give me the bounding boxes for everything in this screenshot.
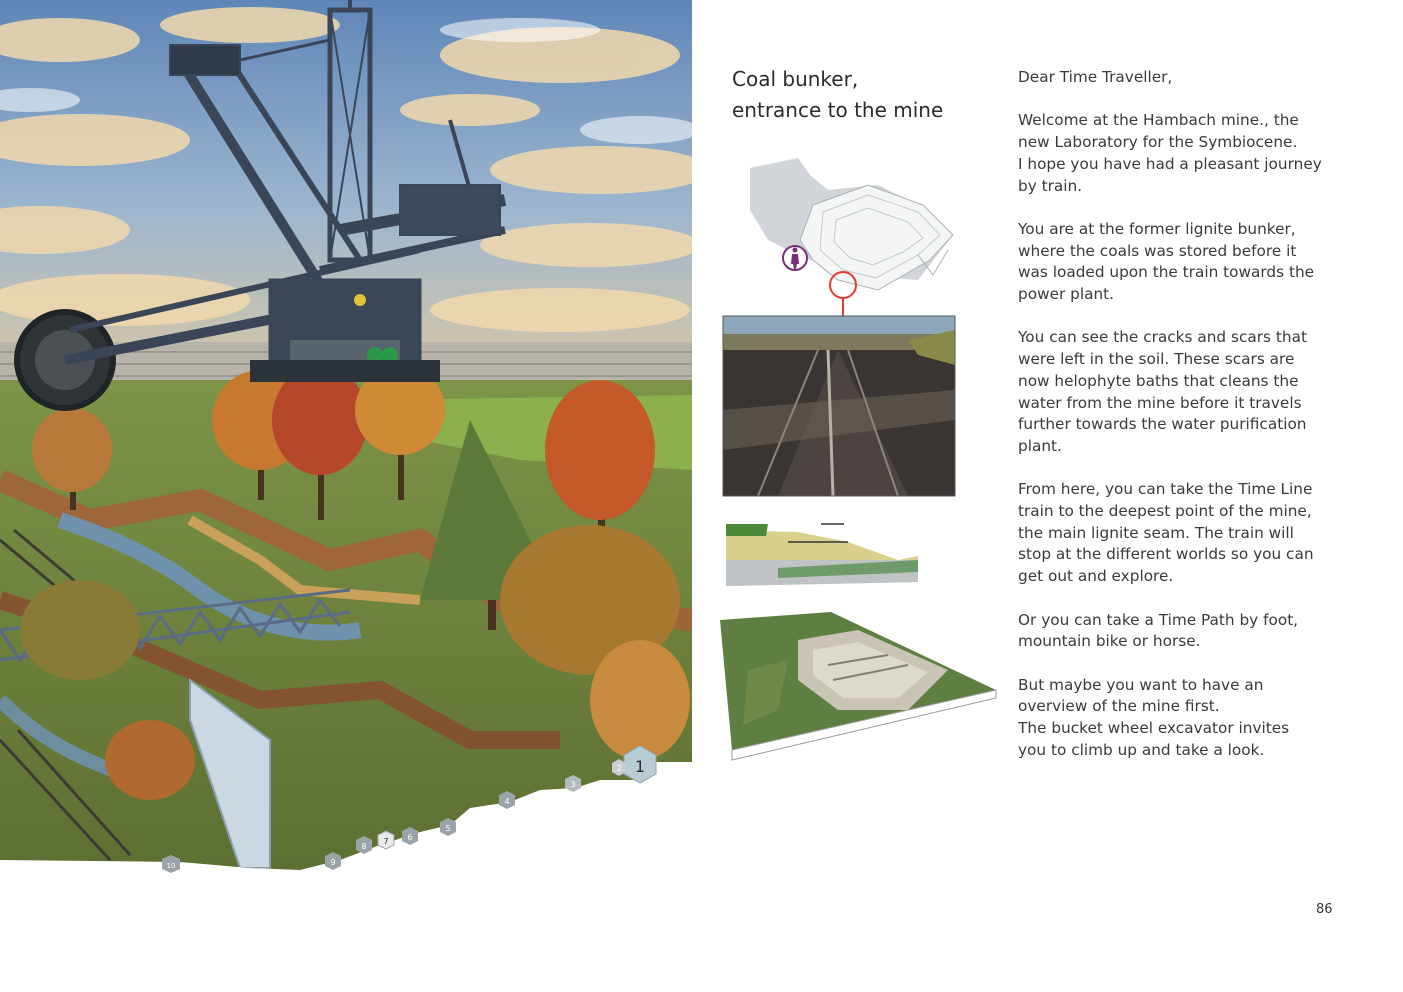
site-plan bbox=[750, 158, 953, 290]
line: you to climb up and take a look. bbox=[1018, 740, 1265, 759]
page-title-line-2: entrance to the mine bbox=[732, 98, 944, 122]
line: where the coals was stored before it bbox=[1018, 241, 1297, 260]
paragraph-welcome bbox=[1018, 110, 1322, 197]
line: get out and explore. bbox=[1018, 567, 1174, 586]
location-maps bbox=[718, 150, 1008, 770]
line: now helophyte baths that cleans the bbox=[1018, 371, 1299, 390]
line: Dear Time Traveller, bbox=[1018, 68, 1173, 86]
terrain-model bbox=[720, 612, 996, 760]
line: I hope you have had a pleasant journey bbox=[1018, 154, 1322, 173]
paragraph-bunker bbox=[1018, 219, 1318, 306]
paragraph-greeting bbox=[1018, 67, 1318, 89]
line: You can see the cracks and scars that bbox=[1018, 328, 1307, 347]
page-title-line-1: Coal bunker, bbox=[732, 67, 859, 91]
line: The bucket wheel excavator invites bbox=[1018, 719, 1290, 737]
svg-text:1: 1 bbox=[634, 757, 646, 776]
svg-text:3: 3 bbox=[570, 780, 576, 789]
line: by train. bbox=[1018, 176, 1083, 195]
line: water from the mine before it travels bbox=[1018, 393, 1302, 412]
line: new Laboratory for the Symbiocene. bbox=[1018, 133, 1298, 152]
line: You are at the former lignite bunker, bbox=[1018, 219, 1296, 238]
line: overview of the mine first. bbox=[1018, 697, 1220, 716]
letter-text bbox=[1018, 67, 1322, 783]
svg-text:8: 8 bbox=[361, 842, 367, 851]
paragraph-overview bbox=[1018, 675, 1318, 762]
page-number: 86 bbox=[1316, 902, 1333, 917]
paragraph-path bbox=[1018, 610, 1318, 653]
svg-text:5: 5 bbox=[445, 824, 451, 833]
paragraph-scars bbox=[1018, 327, 1318, 457]
line: power plant. bbox=[1018, 285, 1115, 303]
paragraph-train bbox=[1018, 479, 1318, 588]
line: mountain bike or horse. bbox=[1018, 632, 1201, 651]
line: the main lignite seam. The train will bbox=[1018, 523, 1294, 542]
page-title bbox=[732, 64, 992, 126]
line: But maybe you want to have an bbox=[1018, 675, 1264, 694]
line: train to the deepest point of the mine, bbox=[1018, 502, 1312, 520]
svg-text:4: 4 bbox=[504, 797, 510, 806]
line: stop at the different worlds so you can bbox=[1018, 545, 1314, 564]
cross-section bbox=[726, 524, 918, 586]
svg-text:2: 2 bbox=[616, 764, 622, 773]
stop-marker-7[interactable] bbox=[378, 831, 394, 849]
line: plant. bbox=[1018, 436, 1062, 455]
aerial-photo bbox=[723, 316, 955, 496]
visitor-icon bbox=[783, 246, 807, 270]
svg-text:7: 7 bbox=[383, 837, 389, 846]
line: further towards the water purification bbox=[1018, 415, 1307, 434]
line: were left in the soil. These scars are bbox=[1018, 350, 1295, 369]
svg-text:10: 10 bbox=[166, 862, 176, 870]
mine-illustration bbox=[0, 0, 692, 880]
svg-text:6: 6 bbox=[407, 833, 413, 842]
line: Welcome at the Hambach mine., the bbox=[1018, 111, 1299, 130]
line: Or you can take a Time Path by foot, bbox=[1018, 610, 1299, 629]
svg-text:9: 9 bbox=[330, 858, 336, 867]
line: was loaded upon the train towards the bbox=[1018, 263, 1315, 282]
line: From here, you can take the Time Line bbox=[1018, 480, 1313, 499]
